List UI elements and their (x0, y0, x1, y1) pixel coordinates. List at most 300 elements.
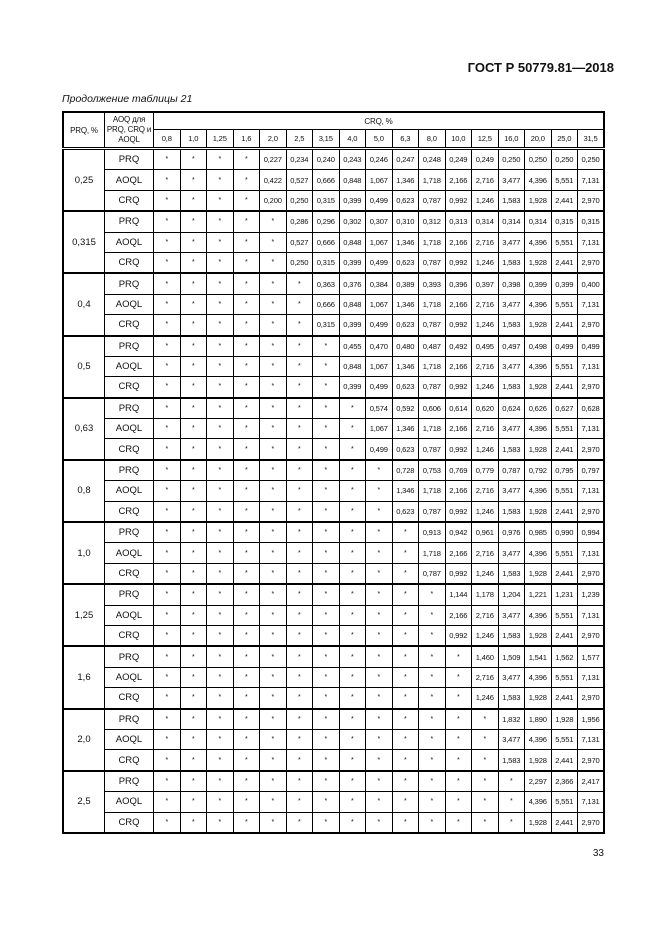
value-cell: * (472, 709, 499, 730)
value-cell: * (366, 771, 393, 792)
row-label-cell: AOQL (105, 232, 154, 252)
value-cell: 1,718 (419, 294, 446, 314)
crq-column-header: 6,3 (392, 130, 419, 149)
value-cell: * (366, 709, 393, 730)
value-cell: 2,970 (578, 812, 605, 833)
value-cell: * (286, 460, 313, 481)
value-cell: 1,246 (472, 190, 499, 211)
value-cell: 0,495 (472, 336, 499, 357)
value-cell: * (313, 709, 340, 730)
row-label-cell: PRQ (105, 398, 154, 419)
value-cell: 0,310 (392, 211, 419, 232)
value-cell: * (154, 170, 181, 190)
value-cell: * (180, 792, 207, 812)
value-cell: 0,398 (498, 273, 525, 294)
row-label-cell: PRQ (105, 709, 154, 730)
value-cell: * (180, 377, 207, 398)
value-cell: 2,716 (472, 232, 499, 252)
table-row (63, 439, 604, 460)
value-cell: 2,166 (445, 170, 472, 190)
value-cell: * (286, 439, 313, 460)
table-row (63, 481, 604, 501)
value-cell: 2,366 (551, 771, 578, 792)
value-cell: 0,994 (578, 522, 605, 543)
value-cell: 1,346 (392, 481, 419, 501)
value-cell: 2,441 (551, 252, 578, 273)
value-cell: 1,718 (419, 481, 446, 501)
value-cell: * (233, 190, 260, 211)
value-cell: 0,787 (419, 501, 446, 522)
value-cell: 2,441 (551, 501, 578, 522)
value-cell: 0,363 (313, 273, 340, 294)
value-cell: 1,583 (498, 563, 525, 584)
header-crq (154, 112, 605, 130)
crq-column-header: 1,0 (180, 130, 207, 149)
prq-value-cell: 1,6 (63, 646, 105, 708)
value-cell: * (180, 481, 207, 501)
row-label-cell: AOQL (105, 294, 154, 314)
value-cell: * (207, 501, 234, 522)
value-cell: 0,312 (419, 211, 446, 232)
row-label-cell: PRQ (105, 584, 154, 605)
value-cell: * (498, 792, 525, 812)
value-cell: * (154, 750, 181, 771)
table-row (63, 377, 604, 398)
value-cell: * (366, 481, 393, 501)
value-cell: * (339, 688, 366, 709)
value-cell: * (313, 625, 340, 646)
value-cell: * (339, 771, 366, 792)
value-cell: * (445, 771, 472, 792)
value-cell: * (154, 273, 181, 294)
value-cell: * (180, 729, 207, 749)
crq-column-header: 3,15 (313, 130, 340, 149)
value-cell: * (339, 439, 366, 460)
value-cell: * (233, 563, 260, 584)
value-cell: * (260, 729, 287, 749)
table-row (63, 605, 604, 625)
value-cell: 0,592 (392, 398, 419, 419)
value-cell: * (207, 688, 234, 709)
value-cell: * (260, 356, 287, 376)
table-row (63, 646, 604, 667)
table-row (63, 792, 604, 812)
value-cell: 0,913 (419, 522, 446, 543)
value-cell: * (207, 522, 234, 543)
value-cell: * (313, 771, 340, 792)
value-cell: * (260, 294, 287, 314)
value-cell: 2,441 (551, 315, 578, 336)
value-cell: 0,614 (445, 398, 472, 419)
value-cell: 0,623 (392, 315, 419, 336)
value-cell: 0,315 (578, 211, 605, 232)
row-label-cell: AOQL (105, 729, 154, 749)
value-cell: 0,315 (313, 315, 340, 336)
prq-value-cell: 2,5 (63, 771, 105, 833)
value-cell: 5,551 (551, 481, 578, 501)
value-cell: 1,221 (525, 584, 552, 605)
value-cell: 1,346 (392, 294, 419, 314)
value-cell: * (207, 252, 234, 273)
value-cell: 1,928 (525, 439, 552, 460)
value-cell: * (233, 729, 260, 749)
value-cell: 0,848 (339, 232, 366, 252)
value-cell: 0,396 (445, 273, 472, 294)
value-cell: * (180, 667, 207, 687)
table-row (63, 563, 604, 584)
value-cell: * (366, 522, 393, 543)
value-cell: * (154, 232, 181, 252)
value-cell: 0,296 (313, 211, 340, 232)
value-cell: 0,787 (498, 460, 525, 481)
value-cell: 0,992 (445, 625, 472, 646)
row-label-cell: AOQL (105, 170, 154, 190)
value-cell: * (154, 688, 181, 709)
table-row (63, 232, 604, 252)
value-cell: 0,389 (392, 273, 419, 294)
row-label-cell: CRQ (105, 625, 154, 646)
value-cell: 4,396 (525, 792, 552, 812)
value-cell: * (154, 398, 181, 419)
row-label-cell: PRQ (105, 273, 154, 294)
value-cell: 1,583 (498, 625, 525, 646)
value-cell: * (286, 729, 313, 749)
value-cell: * (180, 273, 207, 294)
value-cell: * (339, 543, 366, 563)
value-cell: * (313, 522, 340, 543)
value-cell: 0,200 (260, 190, 287, 211)
value-cell: 1,246 (472, 377, 499, 398)
value-cell: 2,716 (472, 294, 499, 314)
value-cell: * (233, 750, 260, 771)
value-cell: 1,246 (472, 625, 499, 646)
value-cell: * (392, 543, 419, 563)
value-cell: * (445, 709, 472, 730)
value-cell: 1,246 (472, 439, 499, 460)
value-cell: 2,716 (472, 481, 499, 501)
value-cell: 2,970 (578, 439, 605, 460)
value-cell: * (180, 232, 207, 252)
value-cell: 2,716 (472, 605, 499, 625)
value-cell: * (260, 336, 287, 357)
value-cell: * (286, 646, 313, 667)
value-cell: * (233, 170, 260, 190)
value-cell: * (207, 398, 234, 419)
value-cell: 0,623 (392, 190, 419, 211)
value-cell: 0,797 (578, 460, 605, 481)
row-label-cell: AOQL (105, 481, 154, 501)
value-cell: 0,787 (419, 439, 446, 460)
value-cell: * (207, 439, 234, 460)
value-cell: * (233, 481, 260, 501)
value-cell: * (313, 439, 340, 460)
value-cell: * (260, 812, 287, 833)
table-row (63, 750, 604, 771)
row-label-cell: CRQ (105, 252, 154, 273)
value-cell: 1,204 (498, 584, 525, 605)
value-cell: 0,666 (313, 294, 340, 314)
value-cell: 5,551 (551, 419, 578, 439)
value-cell: 0,497 (498, 336, 525, 357)
value-cell: 0,246 (366, 149, 393, 170)
value-cell: * (154, 729, 181, 749)
value-cell: 0,250 (578, 149, 605, 170)
crq-column-header: 16,0 (498, 130, 525, 149)
value-cell: 1,577 (578, 646, 605, 667)
value-cell: 0,527 (286, 170, 313, 190)
row-label-cell: AOQL (105, 605, 154, 625)
value-cell: 0,623 (392, 501, 419, 522)
value-cell: 0,628 (578, 398, 605, 419)
value-cell: * (419, 625, 446, 646)
value-cell: 1,067 (366, 232, 393, 252)
row-label-cell: PRQ (105, 211, 154, 232)
table-row (63, 625, 604, 646)
value-cell: * (154, 149, 181, 170)
value-cell: 0,314 (472, 211, 499, 232)
value-cell: * (339, 460, 366, 481)
value-cell: 3,477 (498, 667, 525, 687)
value-cell: * (419, 729, 446, 749)
value-cell: * (207, 336, 234, 357)
value-cell: * (366, 543, 393, 563)
value-cell: * (339, 501, 366, 522)
prq-value-cell: 2,0 (63, 709, 105, 771)
table-row (63, 543, 604, 563)
value-cell: 0,624 (498, 398, 525, 419)
crq-column-header: 1,25 (207, 130, 234, 149)
value-cell: 0,315 (313, 190, 340, 211)
value-cell: 7,131 (578, 294, 605, 314)
value-cell: 1,583 (498, 377, 525, 398)
value-cell: * (313, 688, 340, 709)
value-cell: 1,928 (525, 750, 552, 771)
value-cell: 7,131 (578, 729, 605, 749)
row-label-cell: AOQL (105, 356, 154, 376)
value-cell: * (313, 646, 340, 667)
value-cell: * (419, 646, 446, 667)
value-cell: * (233, 273, 260, 294)
value-cell: * (180, 419, 207, 439)
value-cell: * (445, 646, 472, 667)
value-cell: 1,583 (498, 750, 525, 771)
value-cell: * (207, 419, 234, 439)
value-cell: 0,787 (419, 563, 446, 584)
value-cell: * (286, 273, 313, 294)
value-cell: * (180, 190, 207, 211)
value-cell: * (233, 439, 260, 460)
value-cell: * (286, 481, 313, 501)
value-cell: 0,250 (286, 190, 313, 211)
value-cell: * (154, 605, 181, 625)
value-cell: 3,477 (498, 543, 525, 563)
value-cell: * (313, 356, 340, 376)
value-cell: 0,302 (339, 211, 366, 232)
value-cell: * (233, 646, 260, 667)
value-cell: * (366, 625, 393, 646)
value-cell: 0,247 (392, 149, 419, 170)
prq-value-cell: 1,25 (63, 584, 105, 646)
value-cell: 1,718 (419, 356, 446, 376)
value-cell: * (445, 750, 472, 771)
table-row (63, 522, 604, 543)
value-cell: * (154, 315, 181, 336)
value-cell: * (180, 336, 207, 357)
row-label-cell: AOQL (105, 792, 154, 812)
value-cell: * (286, 750, 313, 771)
value-cell: 0,606 (419, 398, 446, 419)
row-label-cell: CRQ (105, 501, 154, 522)
prq-value-cell: 0,63 (63, 398, 105, 460)
value-cell: * (445, 688, 472, 709)
value-cell: * (260, 584, 287, 605)
value-cell: * (180, 398, 207, 419)
row-label-cell: AOQL (105, 667, 154, 687)
value-cell: * (445, 812, 472, 833)
value-cell: * (233, 356, 260, 376)
value-cell: 1,246 (472, 252, 499, 273)
value-cell: * (260, 625, 287, 646)
value-cell: * (233, 398, 260, 419)
value-cell: 1,246 (472, 563, 499, 584)
value-cell: * (260, 377, 287, 398)
value-cell: 4,396 (525, 543, 552, 563)
value-cell: * (313, 501, 340, 522)
value-cell: * (207, 750, 234, 771)
value-cell: * (233, 419, 260, 439)
value-cell: * (207, 812, 234, 833)
value-cell: 1,239 (578, 584, 605, 605)
value-cell: 3,477 (498, 356, 525, 376)
value-cell: 1,067 (366, 356, 393, 376)
value-cell: 2,716 (472, 543, 499, 563)
table-row (63, 667, 604, 687)
value-cell: * (207, 729, 234, 749)
prq-value-cell: 0,315 (63, 211, 105, 273)
value-cell: 0,779 (472, 460, 499, 481)
value-cell: 4,396 (525, 170, 552, 190)
value-cell: 0,315 (551, 211, 578, 232)
value-cell: * (339, 625, 366, 646)
value-cell: * (260, 315, 287, 336)
value-cell: * (392, 625, 419, 646)
value-cell: * (260, 211, 287, 232)
value-cell: * (233, 336, 260, 357)
value-cell: 2,166 (445, 232, 472, 252)
value-cell: 4,396 (525, 294, 552, 314)
value-cell: * (154, 460, 181, 481)
row-label-cell: AOQL (105, 543, 154, 563)
value-cell: 0,527 (286, 232, 313, 252)
value-cell: * (260, 709, 287, 730)
value-cell: 0,985 (525, 522, 552, 543)
value-cell: 0,487 (419, 336, 446, 357)
value-cell: * (180, 771, 207, 792)
value-cell: * (207, 563, 234, 584)
value-cell: * (233, 377, 260, 398)
value-cell: 2,166 (445, 605, 472, 625)
row-label-cell: PRQ (105, 771, 154, 792)
value-cell: 1,928 (525, 501, 552, 522)
value-cell: * (260, 460, 287, 481)
value-cell: * (366, 667, 393, 687)
crq-column-header: 4,0 (339, 130, 366, 149)
value-cell: 1,928 (525, 812, 552, 833)
crq-column-header: 10,0 (445, 130, 472, 149)
value-cell: 0,399 (339, 190, 366, 211)
value-cell: * (339, 605, 366, 625)
value-cell: * (180, 750, 207, 771)
table-row (63, 398, 604, 419)
value-cell: 1,231 (551, 584, 578, 605)
value-cell: 0,769 (445, 460, 472, 481)
row-label-cell: CRQ (105, 750, 154, 771)
value-cell: * (392, 709, 419, 730)
value-cell: * (207, 315, 234, 336)
crq-column-header: 5,0 (366, 130, 393, 149)
table-row (63, 729, 604, 749)
value-cell: * (180, 439, 207, 460)
table-row (63, 252, 604, 273)
value-cell: 0,286 (286, 211, 313, 232)
value-cell: 4,396 (525, 419, 552, 439)
value-cell: 4,396 (525, 667, 552, 687)
value-cell: 0,961 (472, 522, 499, 543)
value-cell: 1,346 (392, 232, 419, 252)
value-cell: * (419, 709, 446, 730)
value-cell: 2,441 (551, 812, 578, 833)
value-cell: * (260, 501, 287, 522)
value-cell: * (366, 501, 393, 522)
row-label-cell: AOQL (105, 419, 154, 439)
value-cell: 0,240 (313, 149, 340, 170)
value-cell: * (366, 688, 393, 709)
value-cell: * (260, 771, 287, 792)
value-cell: 1,832 (498, 709, 525, 730)
value-cell: 0,393 (419, 273, 446, 294)
value-cell: * (419, 605, 446, 625)
value-cell: 0,627 (551, 398, 578, 419)
document-id: ГОСТ Р 50779.81—2018 (467, 60, 614, 75)
value-cell: * (207, 709, 234, 730)
value-cell: 0,787 (419, 252, 446, 273)
value-cell: 0,314 (525, 211, 552, 232)
header-aoq-label: AOQ для PRQ, CRQ и AOQL (106, 115, 152, 144)
value-cell: 0,399 (339, 252, 366, 273)
value-cell: * (207, 377, 234, 398)
value-cell: 1,928 (525, 688, 552, 709)
value-cell: * (154, 377, 181, 398)
value-cell: 1,928 (525, 625, 552, 646)
value-cell: * (233, 315, 260, 336)
table-row (63, 273, 604, 294)
value-cell: * (392, 688, 419, 709)
value-cell: * (180, 315, 207, 336)
value-cell: 0,480 (392, 336, 419, 357)
value-cell: 5,551 (551, 294, 578, 314)
value-cell: * (472, 792, 499, 812)
value-cell: * (180, 294, 207, 314)
value-cell: 1,509 (498, 646, 525, 667)
value-cell: 1,928 (551, 709, 578, 730)
value-cell: 0,992 (445, 377, 472, 398)
value-cell: 2,970 (578, 501, 605, 522)
value-cell: * (260, 419, 287, 439)
value-cell: 1,541 (525, 646, 552, 667)
value-cell: 0,574 (366, 398, 393, 419)
value-cell: * (180, 460, 207, 481)
value-cell: * (207, 792, 234, 812)
